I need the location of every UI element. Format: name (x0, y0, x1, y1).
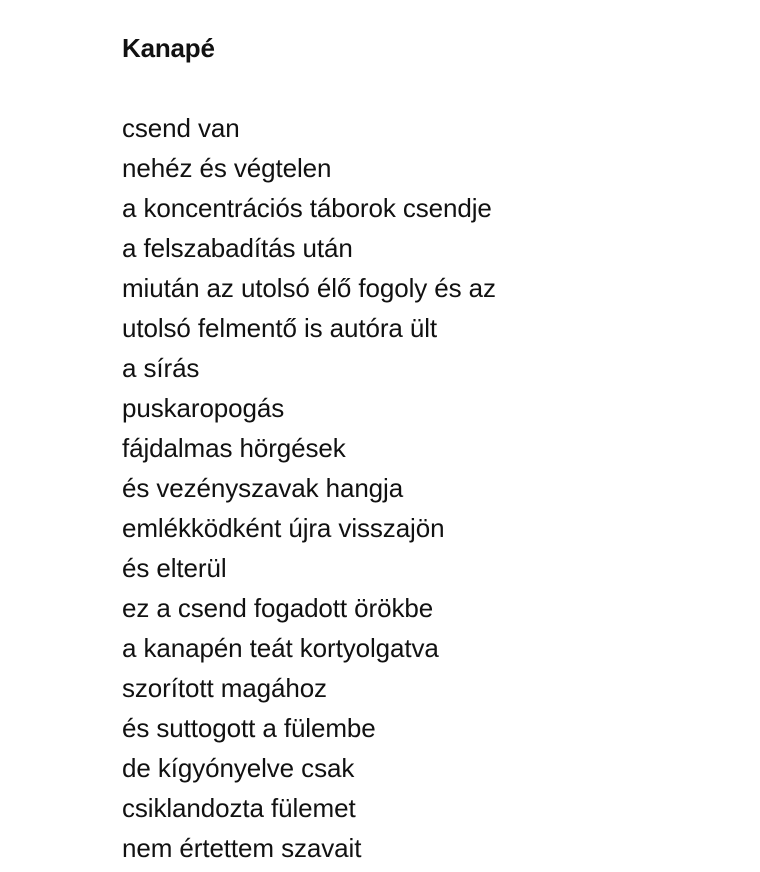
poem-line: csend van (122, 113, 240, 143)
poem-line: és elterül (122, 553, 227, 583)
poem-line: és vezényszavak hangja (122, 473, 404, 503)
poem-line: puskaropogás (122, 393, 285, 423)
poem-line: a sírás (122, 353, 200, 383)
poem-line: fájdalmas hörgések (122, 433, 346, 463)
poem-line: de kígyónyelve csak (122, 753, 355, 783)
poem-line: és suttogott a fülembe (122, 713, 376, 743)
poem-line: emlékködként újra visszajön (122, 513, 445, 543)
poem-title: Kanapé (122, 33, 215, 63)
poem-container (122, 28, 722, 868)
poem-line: a koncentrációs táborok csendje (122, 193, 492, 223)
poem-line: szorított magához (122, 673, 327, 703)
poem-line: csiklandozta fülemet (122, 793, 356, 823)
poem-line: a kanapén teát kortyolgatva (122, 633, 439, 663)
poem-line: miután az utolsó élő fogoly és az (122, 273, 496, 303)
poem-body (122, 108, 722, 868)
poem-line: a felszabadítás után (122, 233, 353, 263)
poem-line: nehéz és végtelen (122, 153, 332, 183)
poem-line: ez a csend fogadott örökbe (122, 593, 434, 623)
poem-line: nem értettem szavait (122, 833, 362, 863)
poem-line: utolsó felmentő is autóra ült (122, 313, 438, 343)
